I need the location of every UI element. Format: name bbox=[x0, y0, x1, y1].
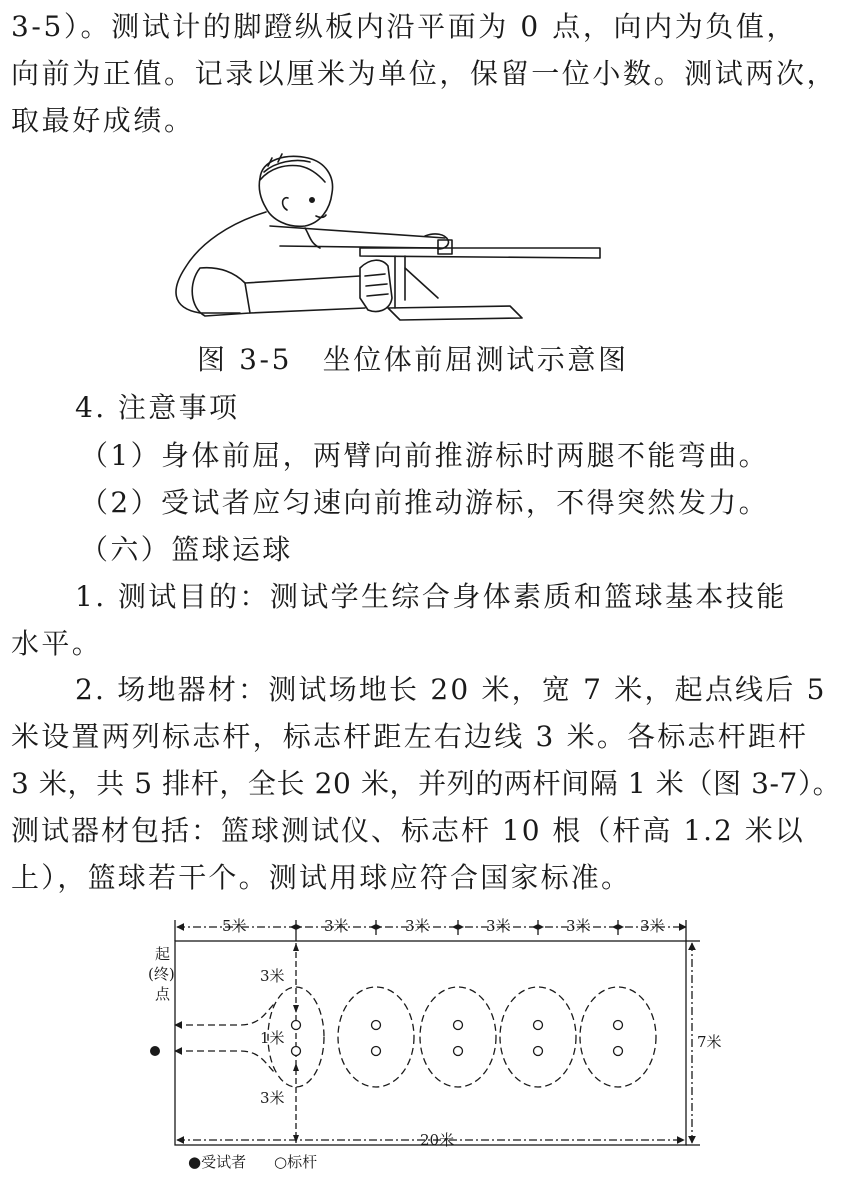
child-arm-upper bbox=[270, 226, 445, 238]
label-3m-2: 3米 bbox=[405, 917, 430, 935]
pole bbox=[454, 1021, 463, 1030]
dribble-path-bottom bbox=[175, 1051, 275, 1073]
label-3m-3: 3米 bbox=[486, 917, 511, 935]
pole bbox=[534, 1047, 543, 1056]
pole bbox=[372, 1047, 381, 1056]
dribble-court-diagram bbox=[140, 915, 853, 1180]
device-upright bbox=[395, 256, 405, 308]
child-shorts bbox=[192, 268, 250, 316]
start-label-1: 起 bbox=[155, 945, 171, 963]
sit-and-reach-illustration bbox=[160, 148, 620, 338]
pole bbox=[292, 1047, 301, 1056]
child-hair bbox=[260, 154, 325, 182]
side-label-3m-top: 3米 bbox=[260, 967, 285, 985]
venue-line-1: 2. 场地器材：测试场地长 20 米，宽 7 米，起点线后 5 bbox=[75, 673, 827, 706]
child-mouth bbox=[316, 215, 326, 217]
start-label-2: (终) bbox=[148, 965, 175, 983]
paragraph-line-1: 3-5）。测试计的脚蹬纵板内沿平面为 0 点，向内为负值， bbox=[11, 10, 798, 43]
child-ear bbox=[283, 198, 288, 210]
weave-loop-2 bbox=[338, 987, 414, 1087]
dribble-path-top bbox=[175, 1003, 275, 1025]
weave-loop-4 bbox=[500, 987, 576, 1087]
pair-gap-label-1m: 1米 bbox=[260, 1029, 285, 1047]
section-heading-basketball: （六）篮球运球 bbox=[80, 533, 293, 566]
purpose-line-1: 1. 测试目的：测试学生综合身体素质和篮球基本技能 bbox=[75, 580, 787, 613]
venue-line-3: 3 米，共 5 排杆，全长 20 米，并列的两杆间隔 1 米（图 3-7）。 bbox=[11, 767, 842, 800]
child-chest bbox=[305, 228, 320, 248]
note-item-1: （1）身体前屈，两臂向前推游标时两腿不能弯曲。 bbox=[80, 439, 770, 472]
heading-notes: 4. 注意事项 bbox=[75, 391, 240, 424]
start-label-3: 点 bbox=[155, 985, 171, 1003]
weave-loop-3 bbox=[420, 987, 496, 1087]
legend-pole: ○标杆 bbox=[274, 1153, 318, 1171]
pole bbox=[292, 1021, 301, 1030]
pole bbox=[534, 1021, 543, 1030]
child-shoe bbox=[360, 260, 392, 311]
legend-subject: ●受试者 bbox=[188, 1153, 247, 1171]
pole bbox=[614, 1047, 623, 1056]
court-boundary bbox=[175, 941, 686, 1145]
child-eye bbox=[310, 198, 314, 202]
child-leg-bottom bbox=[250, 308, 365, 313]
label-5m: 5米 bbox=[222, 917, 247, 935]
subject-marker bbox=[150, 1046, 160, 1056]
child-leg-top bbox=[245, 276, 360, 283]
child-back bbox=[176, 212, 266, 313]
device-base bbox=[388, 306, 522, 320]
weave-loop-5 bbox=[580, 987, 656, 1087]
figure-caption-3-5: 图 3-5 坐位体前屈测试示意图 bbox=[197, 343, 629, 376]
label-3m-4: 3米 bbox=[566, 917, 591, 935]
paragraph-line-3: 取最好成绩。 bbox=[11, 104, 195, 137]
pole bbox=[614, 1021, 623, 1030]
venue-line-5: 上），篮球若干个。测试用球应符合国家标准。 bbox=[11, 861, 632, 894]
venue-line-4: 测试器材包括：篮球测试仪、标志杆 10 根（杆高 1.2 米以 bbox=[11, 814, 805, 847]
width-label-7m: 7米 bbox=[697, 1033, 722, 1051]
venue-line-2: 米设置两列标志杆，标志杆距左右边线 3 米。各标志杆距杆 bbox=[11, 720, 809, 753]
device-brace bbox=[405, 268, 438, 298]
side-label-3m-bottom: 3米 bbox=[260, 1089, 285, 1107]
purpose-line-2: 水平。 bbox=[11, 627, 103, 660]
length-label-20m: 20米 bbox=[420, 1131, 455, 1149]
paragraph-line-2: 向前为正值。记录以厘米为单位，保留一位小数。测试两次， bbox=[11, 57, 838, 90]
pole bbox=[454, 1047, 463, 1056]
label-3m-5: 3米 bbox=[640, 917, 665, 935]
pole bbox=[372, 1021, 381, 1030]
label-3m-1: 3米 bbox=[324, 917, 349, 935]
reach-board bbox=[360, 248, 600, 258]
note-item-2: （2）受试者应匀速向前推动游标，不得突然发力。 bbox=[80, 486, 770, 519]
